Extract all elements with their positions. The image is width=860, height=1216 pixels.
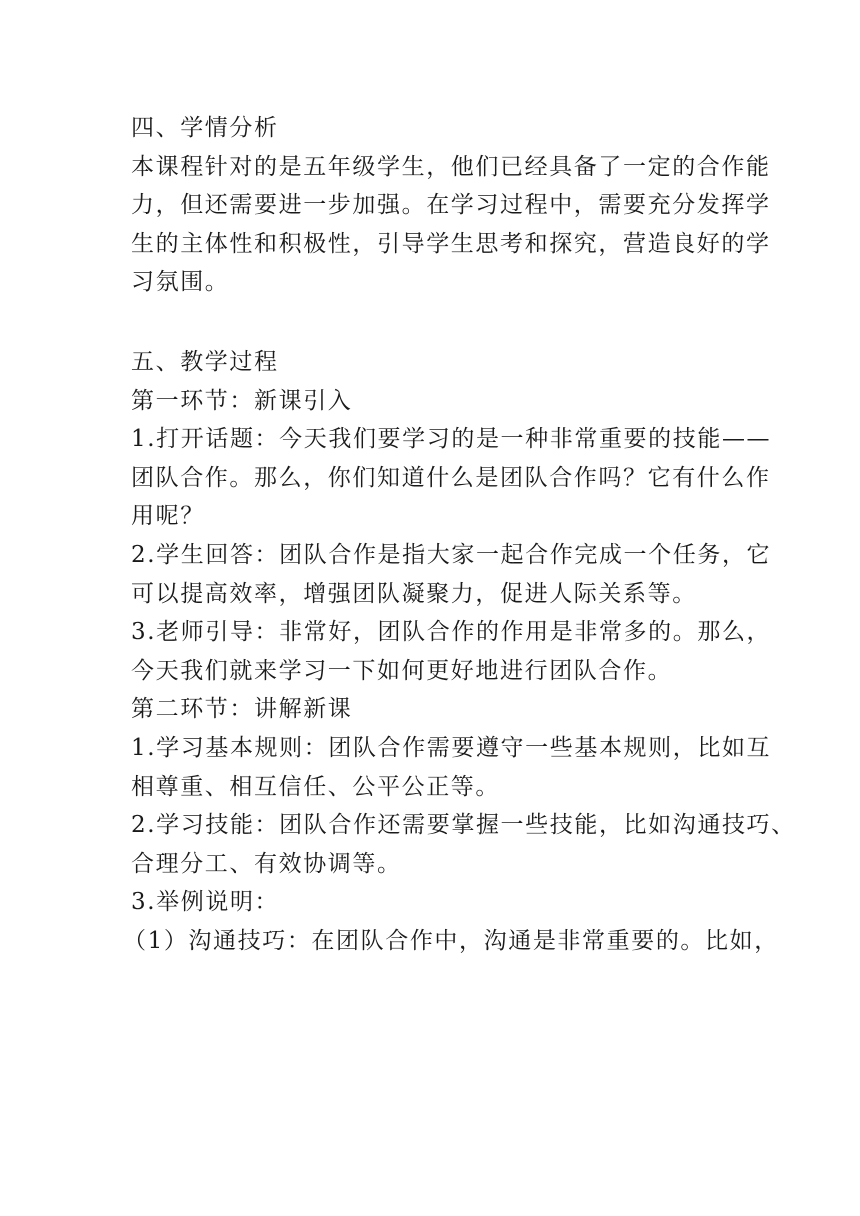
paragraph-line: 1.打开话题：今天我们要学习的是一种非常重要的技能——: [131, 426, 772, 453]
paragraph-line: 相尊重、相互信任、公平公正等。: [131, 773, 500, 800]
paragraph-line: 1.学习基本规则：团队合作需要遵守一些基本规则，比如互: [131, 734, 772, 761]
section-heading-teaching-process: 五、教学过程: [131, 348, 279, 375]
section-heading-learning-analysis: 四、学情分析: [131, 115, 279, 141]
sub-item-line: （1）沟通技巧：在团队合作中，沟通是非常重要的。比如，: [123, 927, 779, 954]
paragraph-line: 习氛围。: [131, 269, 230, 296]
paragraph-line: 力，但还需要进一步加强。在学习过程中，需要充分发挥学: [131, 192, 771, 219]
paragraph-line: 2.学习技能：团队合作还需要掌握一些技能，比如沟通技巧、: [131, 812, 796, 839]
paragraph-line: 本课程针对的是五年级学生，他们已经具备了一定的合作能: [131, 153, 771, 180]
paragraph-line: 今天我们就来学习一下如何更好地进行团队合作。: [131, 657, 673, 684]
document-body: [123, 109, 796, 960]
section-gap: [131, 302, 741, 343]
stage-title-new-lesson: 第二环节：讲解新课: [131, 696, 353, 723]
paragraph-line: 生的主体性和积极性，引导学生思考和探究，营造良好的学: [131, 230, 771, 257]
stage-title-intro: 第一环节：新课引入: [131, 387, 353, 414]
paragraph-line: 可以提高效率，增强团队凝聚力，促进人际关系等。: [131, 580, 697, 607]
paragraph-line: 2.学生回答：团队合作是指大家一起合作完成一个任务，它: [131, 541, 772, 568]
paragraph-line: 3.老师引导：非常好，团队合作的作用是非常多的。那么，: [131, 619, 772, 646]
paragraph-line: 3.举例说明：: [131, 889, 280, 916]
paragraph-line: 用呢？: [131, 503, 205, 530]
paragraph-line: 团队合作。那么，你们知道什么是团队合作吗？它有什么作: [131, 464, 771, 491]
paragraph-line: 合理分工、有效协调等。: [131, 850, 402, 877]
